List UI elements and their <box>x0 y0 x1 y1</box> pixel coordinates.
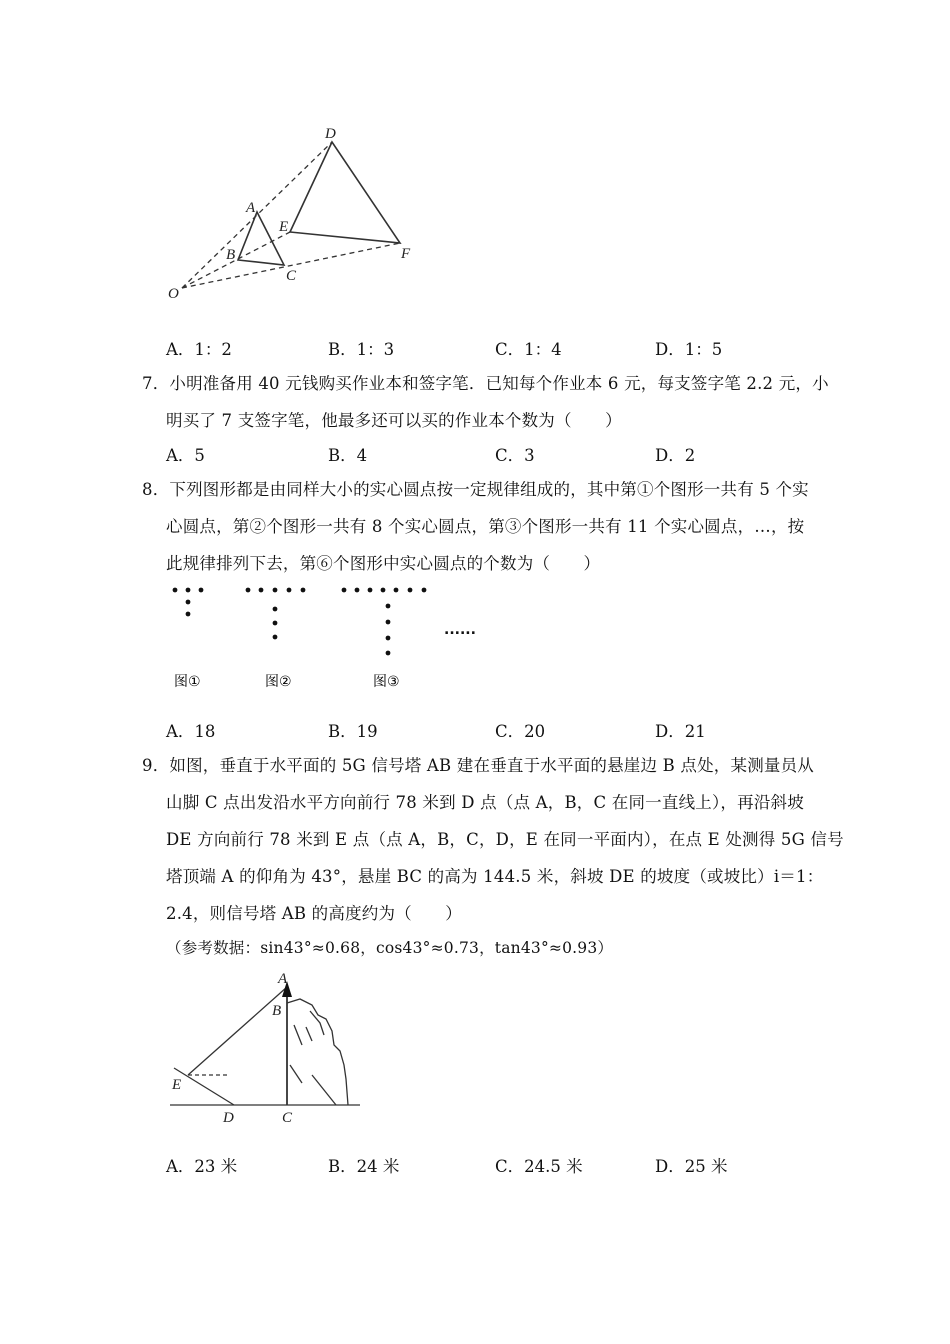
fig1-dot <box>186 588 191 593</box>
fig3-dot <box>386 636 391 641</box>
label-C: C <box>282 1110 293 1126</box>
q9-option-c[interactable]: C．24.5 米 <box>495 1157 583 1176</box>
label-C: C <box>286 268 297 284</box>
q9-line-5: 2.4，则信号塔 AB 的高度约为（ ） <box>166 904 462 923</box>
q9-line-3: DE 方向前行 78 米到 E 点（点 A，B，C，D，E 在同一平面内），在点 E 处测得 5G 信号 <box>166 830 844 849</box>
cliff-edge-inner <box>310 1011 324 1035</box>
fig1-dot <box>173 588 178 593</box>
q9-reference: （参考数据：sin43°≈0.68，cos43°≈0.73，tan43°≈0.93） <box>166 939 614 957</box>
q8-figure <box>160 580 490 695</box>
q8-option-a[interactable]: A．18 <box>166 722 216 741</box>
q6-figure <box>160 120 420 310</box>
q8-option-b[interactable]: B．19 <box>328 722 378 741</box>
label-F: F <box>401 246 411 262</box>
fig2-dot <box>259 588 264 593</box>
label-E: E <box>279 219 289 235</box>
label-E: E <box>172 1077 182 1093</box>
fig2-dot <box>273 607 278 612</box>
fig3-dot <box>386 604 391 609</box>
q7-option-a[interactable]: A．5 <box>166 446 205 465</box>
q8-ellipsis: ...... <box>444 622 476 638</box>
q8-line-2: 心圆点，第②个图形一共有 8 个实心圆点，第③个图形一共有 11 个实心圆点，…，按 <box>166 517 805 536</box>
q9-option-b[interactable]: B．24 米 <box>328 1157 400 1176</box>
line-EA <box>188 987 287 1075</box>
fig2-dot <box>273 635 278 640</box>
label-A: A <box>278 971 288 987</box>
fig1-dot <box>199 588 204 593</box>
q6-option-b[interactable]: B．1：3 <box>328 340 395 359</box>
cliff-hatch <box>306 1027 312 1041</box>
q7-option-c[interactable]: C．3 <box>495 446 535 465</box>
q9-option-d[interactable]: D．25 米 <box>655 1157 728 1176</box>
q7-line-2: 明买了 7 支签字笔，他最多还可以买的作业本个数为（ ） <box>166 411 622 430</box>
fig3-caption: 图③ <box>373 674 400 690</box>
fig3-dot <box>422 588 427 593</box>
label-D: D <box>325 126 336 142</box>
fig2-dot <box>301 588 306 593</box>
fig1-caption: 图① <box>174 674 201 690</box>
q6-option-a[interactable]: A．1：2 <box>166 340 232 359</box>
label-B: B <box>226 247 236 263</box>
q8-line-1: 8．下列图形都是由同样大小的实心圆点按一定规律组成的，其中第①个图形一共有 5 个实 <box>142 480 809 499</box>
fig1-dot <box>186 612 191 617</box>
fig3-dot <box>386 620 391 625</box>
fig2-dot <box>287 588 292 593</box>
line-OD <box>182 142 332 288</box>
fig2-dot <box>273 621 278 626</box>
triangle-DEF <box>290 142 400 243</box>
line-OE <box>182 232 290 288</box>
q9-line-1: 9．如图，垂直于水平面的 5G 信号塔 AB 建在垂直于水平面的悬崖边 B 点处，某测量员从 <box>142 756 815 775</box>
label-D: D <box>223 1110 234 1126</box>
fig3-dot <box>386 651 391 656</box>
cliff-hatch <box>312 1075 336 1105</box>
fig3-dot <box>368 588 373 593</box>
fig3-dot <box>408 588 413 593</box>
label-B: B <box>272 1003 282 1019</box>
label-A: A <box>246 200 256 216</box>
cliff-hatch <box>294 1025 302 1045</box>
fig3-dot <box>342 588 347 593</box>
q9-line-4: 塔顶端 A 的仰角为 43°，悬崖 BC 的高为 144.5 米，斜坡 DE 的坡度（或坡比）i＝1： <box>166 867 824 886</box>
cliff-edge <box>287 999 348 1105</box>
q8-option-d[interactable]: D．21 <box>655 722 706 741</box>
q7-option-b[interactable]: B．4 <box>328 446 368 465</box>
fig3-dot <box>381 588 386 593</box>
q7-option-d[interactable]: D．2 <box>655 446 696 465</box>
label-O: O <box>168 286 179 302</box>
fig2-dot <box>246 588 251 593</box>
q8-line-3: 此规律排列下去，第⑥个图形中实心圆点的个数为（ ） <box>166 554 601 573</box>
q6-option-d[interactable]: D．1：5 <box>655 340 723 359</box>
q9-option-a[interactable]: A．23 米 <box>166 1157 238 1176</box>
q8-option-c[interactable]: C．20 <box>495 722 546 741</box>
fig2-caption: 图② <box>265 674 292 690</box>
fig1-dot <box>186 600 191 605</box>
cliff-hatch <box>290 1065 302 1083</box>
fig3-dot <box>394 588 399 593</box>
fig2-dot <box>273 588 278 593</box>
triangle-ABC <box>238 212 284 265</box>
slope-ED <box>174 1068 234 1105</box>
q6-option-c[interactable]: C．1：4 <box>495 340 562 359</box>
q7-line-1: 7．小明准备用 40 元钱购买作业本和签字笔．已知每个作业本 6 元，每支签字笔 2.2 元，小 <box>142 374 829 393</box>
q9-figure <box>160 965 380 1130</box>
fig3-dot <box>355 588 360 593</box>
q9-line-2: 山脚 C 点出发沿水平方向前行 78 米到 D 点（点 A，B，C 在同一直线上），再沿斜坡 <box>166 793 804 812</box>
